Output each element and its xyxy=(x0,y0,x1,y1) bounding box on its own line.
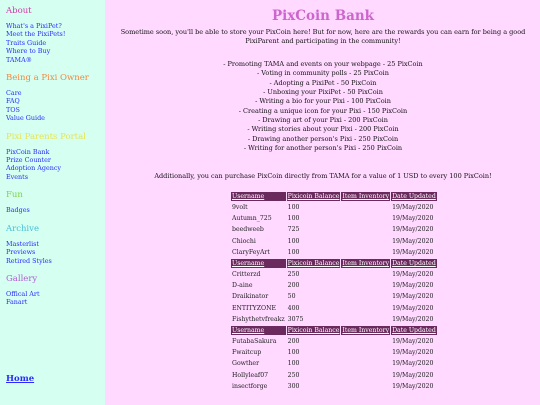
sidebar-link[interactable]: PixCoin Bank xyxy=(6,147,50,156)
table-cell: Draikinator xyxy=(232,293,269,301)
table-row xyxy=(231,248,437,258)
reward-item: - Writing a bio for your Pixi - 100 PixCoin xyxy=(255,97,391,106)
balance-table xyxy=(230,191,438,393)
column-header: Date Updated xyxy=(392,259,436,267)
table-cell: 19/May/2020 xyxy=(392,337,434,345)
sidebar-link[interactable]: What's a PixiPet? xyxy=(6,22,62,30)
table-cell: 200 xyxy=(287,282,300,290)
sidebar-section-title: Archive xyxy=(6,223,39,234)
table-cell xyxy=(341,248,390,258)
table-cell: FutabaSakura xyxy=(232,337,277,345)
table-cell: Hollyleaf07 xyxy=(232,371,269,379)
sidebar-link[interactable]: Retired Styles xyxy=(6,256,52,265)
sidebar-section-links xyxy=(6,290,105,307)
sidebar-link[interactable]: Traits Guide xyxy=(6,38,47,47)
table-cell: 400 xyxy=(287,304,300,312)
sidebar-section-title: Pixi Parents Portal xyxy=(6,131,86,142)
table-cell: Chiochi xyxy=(232,237,256,245)
table-cell: 100 xyxy=(287,215,300,223)
sidebar-link[interactable]: TAMA® xyxy=(6,55,33,64)
table-cell: Autumn_725 xyxy=(232,215,272,223)
table-row xyxy=(231,347,437,357)
table-cell xyxy=(341,303,390,313)
table-row xyxy=(231,381,437,391)
table-row xyxy=(231,236,437,246)
reward-item: - Promoting TAMA and events on your webpage - 25 PixCoin xyxy=(223,60,423,68)
table-cell: 19/May/2020 xyxy=(392,360,434,368)
sidebar-link[interactable]: Where to Buy xyxy=(6,47,51,56)
table-cell xyxy=(341,202,390,212)
reward-item: - Drawing another person's Pixi - 250 PixCoin xyxy=(247,134,399,143)
column-header: Username xyxy=(231,259,286,268)
sidebar-nav xyxy=(0,0,105,405)
sidebar-section-title: Fun xyxy=(6,190,23,201)
table-cell: D-aine xyxy=(232,282,253,290)
sidebar-section-links xyxy=(6,22,105,64)
table-header-row xyxy=(231,259,437,268)
column-header: Date Updated xyxy=(392,326,436,334)
table-cell: beedweeb xyxy=(232,226,264,234)
reward-item: - Unboxing your PixiPet - 50 PixCoin xyxy=(263,88,383,97)
table-row xyxy=(231,359,437,369)
table-cell: 19/May/2020 xyxy=(392,371,434,379)
table-cell xyxy=(341,359,390,369)
home-link[interactable]: Home xyxy=(6,374,35,384)
table-cell xyxy=(341,225,390,235)
table-cell xyxy=(341,315,390,325)
table-cell xyxy=(341,269,390,279)
table-cell xyxy=(341,292,390,302)
column-header: Username xyxy=(231,326,286,335)
reward-item: - Creating a unique icon for your Pixi - 150 PixCoin xyxy=(238,106,408,115)
purchase-note: Additionally, you can purchase PixCoin directly from TAMA for a value of 1 USD to every 100 PixCoin! xyxy=(154,172,492,180)
sidebar-link[interactable]: Adoption Agency xyxy=(6,164,62,173)
table-cell: 19/May/2020 xyxy=(392,383,434,391)
sidebar-link[interactable]: Care xyxy=(6,89,22,98)
reward-item: - Voting in community polls - 25 PixCoin xyxy=(257,69,389,78)
column-header: Username xyxy=(231,192,286,201)
main-content xyxy=(106,0,540,405)
table-cell: 19/May/2020 xyxy=(392,293,434,301)
table-cell: 725 xyxy=(287,226,300,234)
table-cell: insectforge xyxy=(232,383,268,391)
sidebar-section-links xyxy=(6,240,105,265)
intro-text: Sometime soon, you'll be able to store your PixCoin here! But for now, here are the rewards you can earn for being a good PixiParent and participating in the community! xyxy=(120,28,526,45)
column-header: Item Inventory xyxy=(342,326,390,334)
sidebar-section-links xyxy=(6,206,105,214)
table-cell xyxy=(341,280,390,290)
table-cell xyxy=(341,370,390,380)
sidebar-link[interactable]: Offical Art xyxy=(6,289,40,298)
table-cell: 19/May/2020 xyxy=(392,203,434,211)
table-row xyxy=(231,269,437,279)
sidebar-section-title: Gallery xyxy=(6,273,38,284)
sidebar-section-title: Being a Pixi Owner xyxy=(6,73,89,84)
reward-item: - Drawing art of your Pixi - 200 PixCoin xyxy=(258,116,388,125)
reward-item: - Writing for another person's Pixi - 250 PixCoin xyxy=(243,144,403,153)
table-cell: ENTITYZONE xyxy=(232,304,277,312)
table-cell xyxy=(341,381,390,391)
sidebar-link[interactable]: Badges xyxy=(6,206,30,215)
table-row xyxy=(231,280,437,290)
table-cell: 19/May/2020 xyxy=(392,316,434,324)
page-title: PixCoin Bank xyxy=(271,8,375,24)
sidebar-link[interactable]: TOS xyxy=(6,105,20,114)
column-header: Date Updated xyxy=(392,193,436,200)
column-header: Item Inventory xyxy=(342,259,390,267)
table-cell: 19/May/2020 xyxy=(392,348,434,356)
table-cell xyxy=(341,213,390,223)
table-cell: Gowther xyxy=(232,360,260,368)
sidebar-link[interactable]: Events xyxy=(6,172,29,181)
table-row xyxy=(231,292,437,302)
table-cell: 100 xyxy=(287,360,300,368)
table-cell: Fishythetvfreakz xyxy=(232,316,285,324)
table-cell xyxy=(341,336,390,346)
sidebar-link[interactable]: Fanart xyxy=(6,298,28,307)
sidebar-link[interactable]: Masterlist xyxy=(6,239,39,248)
sidebar-link[interactable]: Prize Counter xyxy=(6,156,51,165)
column-header: Item Inventory xyxy=(342,193,390,200)
table-cell: 19/May/2020 xyxy=(392,249,434,257)
table-cell xyxy=(341,236,390,246)
table-cell: 50 xyxy=(287,293,296,301)
table-cell: 200 xyxy=(287,337,300,345)
table-row xyxy=(231,336,437,346)
sidebar-link[interactable]: Previews xyxy=(6,248,36,257)
table-cell: 19/May/2020 xyxy=(392,282,434,290)
table-cell: 19/May/2020 xyxy=(392,270,434,278)
sidebar-link[interactable]: Value Guide xyxy=(6,114,45,123)
table-cell: 100 xyxy=(287,237,300,245)
column-header: Pixicoin Balance xyxy=(287,326,340,334)
table-cell: 3075 xyxy=(287,316,304,324)
table-row xyxy=(231,303,437,313)
reward-item: - Adopting a PixiPet - 50 PixCoin xyxy=(269,78,377,87)
table-header-row xyxy=(231,326,437,335)
sidebar-section-links xyxy=(6,89,105,123)
sidebar-link[interactable]: FAQ xyxy=(6,97,20,106)
table-cell xyxy=(341,347,390,357)
table-header-row xyxy=(231,192,437,201)
table-cell: 19/May/2020 xyxy=(392,215,434,223)
table-cell: 100 xyxy=(287,348,300,356)
rewards-list xyxy=(106,60,540,153)
table-cell: 19/May/2020 xyxy=(392,304,434,312)
table-row xyxy=(231,225,437,235)
table-cell: Critterzd xyxy=(232,270,261,278)
sidebar-link[interactable]: Meet the PixiPets! xyxy=(6,30,66,39)
reward-item: - Writing stories about your Pixi - 200 PixCoin xyxy=(247,125,399,134)
table-cell: 100 xyxy=(287,203,300,211)
column-header: Pixicoin Balance xyxy=(287,259,340,267)
table-cell: 300 xyxy=(287,383,300,391)
table-cell: 250 xyxy=(287,270,300,278)
sidebar-section-links xyxy=(6,148,105,182)
table-cell: ClaryFeyArt xyxy=(232,249,270,257)
sidebar-section-title: About xyxy=(6,6,32,16)
table-row xyxy=(231,370,437,380)
table-row xyxy=(231,213,437,223)
table-cell: Fwaitcup xyxy=(232,348,262,356)
table-row xyxy=(231,202,437,212)
table-cell: 19/May/2020 xyxy=(392,237,434,245)
table-row xyxy=(231,315,437,325)
table-cell: 9volt xyxy=(232,203,248,211)
table-cell: 19/May/2020 xyxy=(392,226,434,234)
table-cell: 100 xyxy=(287,249,300,257)
table-cell: 250 xyxy=(287,371,300,379)
column-header: Pixicoin Balance xyxy=(287,193,340,200)
